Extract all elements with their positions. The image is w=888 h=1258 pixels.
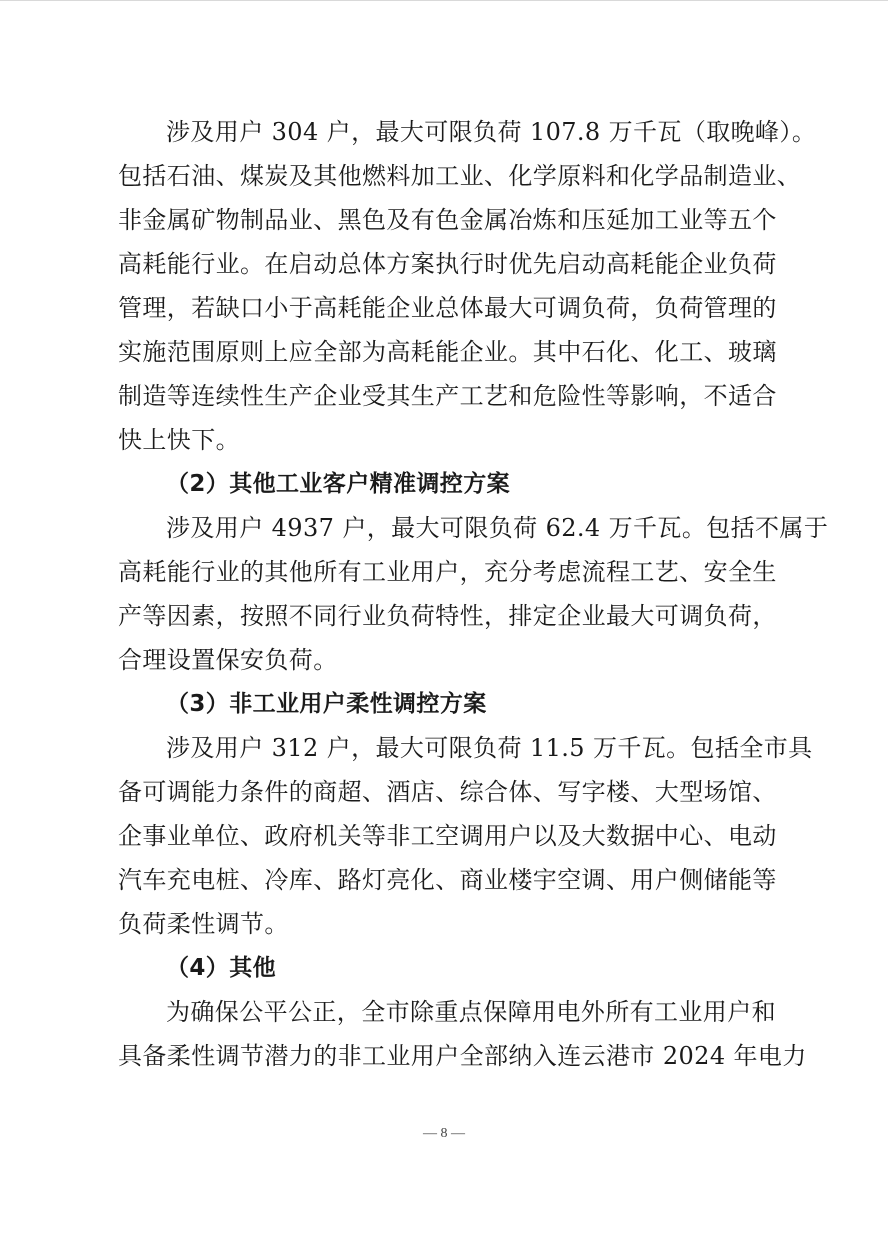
page-top-border [0,0,888,1]
paragraph-non-industrial [118,726,813,946]
section-heading-other: （4）其他 [166,955,277,981]
text-line: 产等因素，按照不同行业负荷特性，排定企业最大可调负荷， [118,602,777,630]
text-line: 备可调能力条件的商超、酒店、综合体、写字楼、大型场馆、 [118,778,777,806]
text-line: 具备柔性调节潜力的非工业用户全部纳入连云港市 2024 年电力 [118,1042,807,1070]
text-line: 实施范围原则上应全部为高耗能企业。其中石化、化工、玻璃 [118,338,777,366]
section-heading-non-industrial: （3）非工业用户柔性调控方案 [166,691,487,717]
text-line: 高耗能行业的其他所有工业用户，充分考虑流程工艺、安全生 [118,558,777,586]
text-line: 高耗能行业。在启动总体方案执行时优先启动高耗能企业负荷 [118,250,777,278]
text-line: 合理设置保安负荷。 [118,646,338,674]
text-line: 管理，若缺口小于高耗能企业总体最大可调负荷，负荷管理的 [118,294,777,322]
text-line: 包括石油、煤炭及其他燃料加工业、化学原料和化学品制造业、 [118,162,802,190]
document-body [118,110,829,1078]
section-heading-other-industrial: （2）其他工业客户精准调控方案 [166,471,511,497]
text-line: 涉及用户 304 户，最大可限负荷 107.8 万千瓦（取晚峰）。 [166,118,817,146]
text-line: 非金属矿物制品业、黑色及有色金属冶炼和压延加工业等五个 [118,206,777,234]
text-line: 制造等连续性生产企业受其生产工艺和危险性等影响，不适合 [118,382,777,410]
paragraph-high-energy-industries [118,110,817,462]
text-line: 企事业单位、政府机关等非工空调用户以及大数据中心、电动 [118,822,777,850]
text-line: 快上快下。 [118,426,240,454]
text-line: 涉及用户 312 户，最大可限负荷 11.5 万千瓦。包括全市具 [166,734,813,762]
page-number: — 8 — [423,1126,465,1141]
paragraph-other [118,990,807,1078]
text-line: 为确保公平公正，全市除重点保障用电外所有工业用户和 [166,998,776,1026]
text-line: 汽车充电桩、冷库、路灯亮化、商业楼宇空调、用户侧储能等 [118,866,777,894]
text-line: 负荷柔性调节。 [118,910,289,938]
text-line: 涉及用户 4937 户，最大可限负荷 62.4 万千瓦。包括不属于 [166,514,829,542]
paragraph-other-industrial [118,506,829,682]
